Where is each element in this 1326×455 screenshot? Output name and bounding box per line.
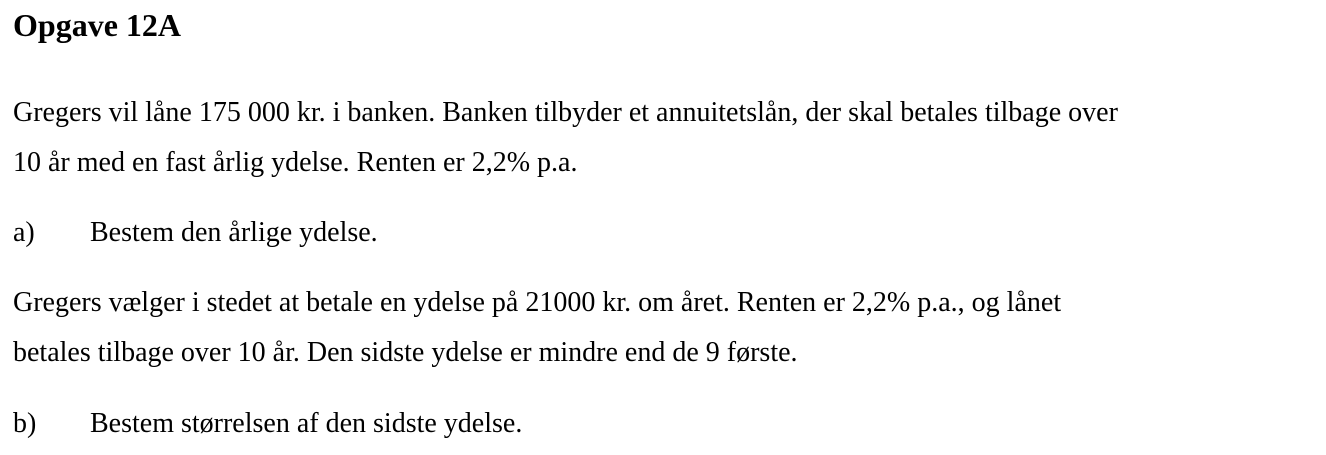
task-b bbox=[13, 404, 522, 444]
task-b-text: Bestem størrelsen af den sidste ydelse. bbox=[90, 408, 523, 439]
task-b-label: b) bbox=[13, 408, 37, 439]
paragraph-1-line-1: Gregers vil låne 175 000 kr. i banken. Banken tilbyder et annuitetslån, der skal betales tilbage over bbox=[13, 97, 1118, 128]
paragraph-2-line-2: betales tilbage over 10 år. Den sidste ydelse er mindre end de 9 første. bbox=[13, 337, 798, 368]
task-a-label: a) bbox=[13, 217, 35, 248]
problem-paragraph-2 bbox=[13, 278, 1061, 378]
task-a-text: Bestem den årlige ydelse. bbox=[90, 217, 378, 248]
paragraph-2-line-1: Gregers vælger i stedet at betale en ydelse på 21000 kr. om året. Renten er 2,2% p.a., og lånet bbox=[13, 287, 1062, 318]
task-a bbox=[13, 213, 378, 253]
page-title: Opgave 12A bbox=[13, 7, 181, 43]
paragraph-1-line-2: 10 år med en fast årlig ydelse. Renten er 2,2% p.a. bbox=[13, 147, 578, 178]
problem-paragraph-1 bbox=[13, 88, 1118, 188]
